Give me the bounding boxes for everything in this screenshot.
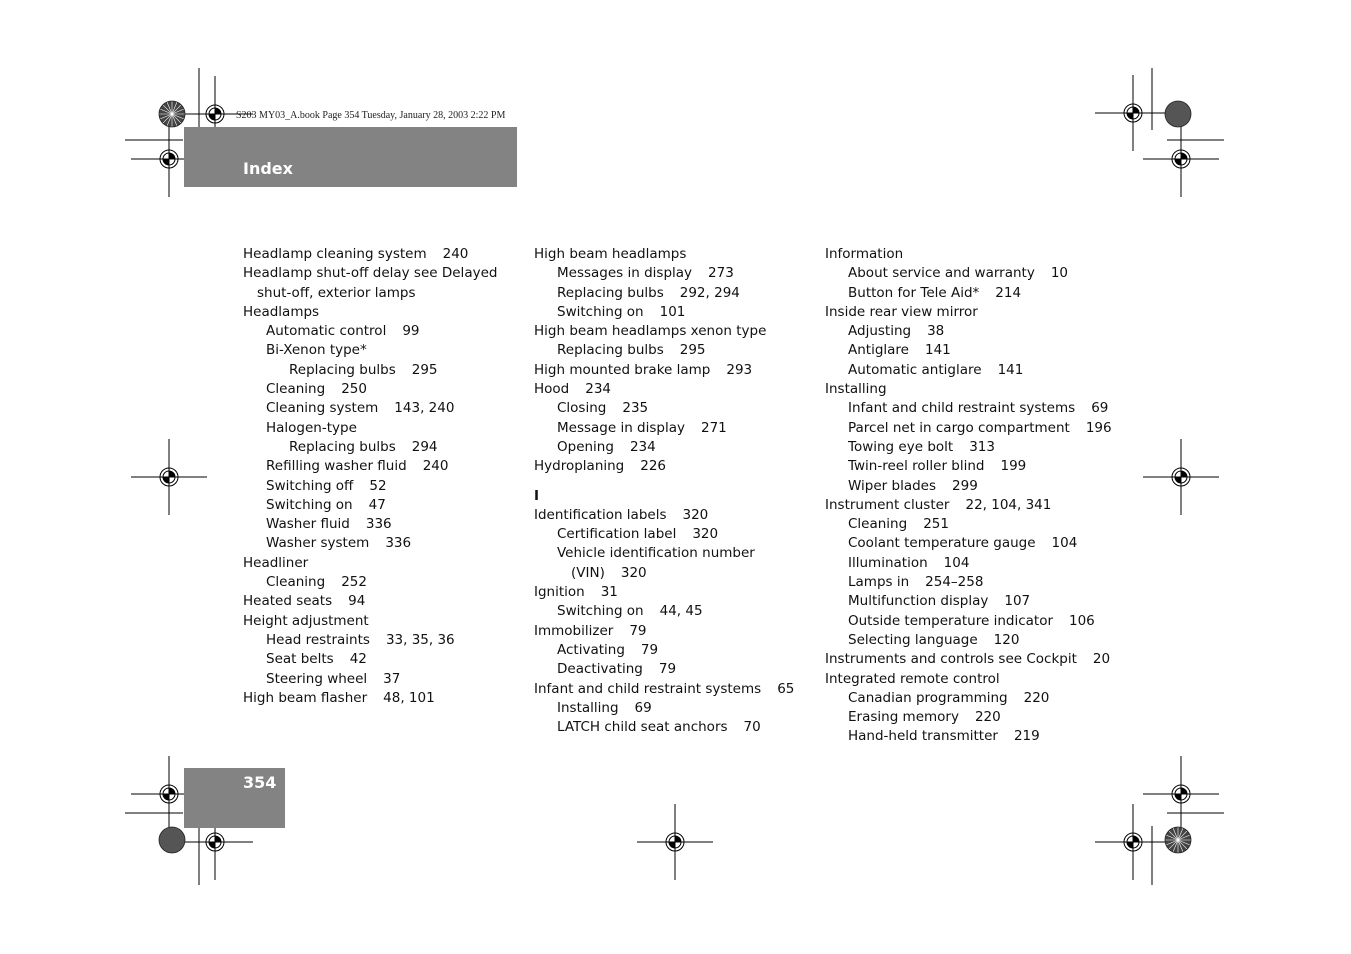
index-entry: [825, 245, 1110, 264]
index-entry: [534, 419, 819, 438]
index-entry: [534, 564, 819, 583]
index-term: Information: [825, 246, 904, 262]
index-entry: [534, 506, 819, 525]
index-term: Integrated remote control: [825, 670, 1000, 687]
index-page-ref: 120: [993, 631, 1020, 648]
index-entry: [243, 496, 528, 515]
index-page-ref: 250: [341, 381, 367, 398]
index-page-ref: 292, 294: [679, 284, 740, 301]
index-page-ref: 320: [620, 564, 647, 581]
index-term: Message in display: [557, 419, 685, 436]
index-entry: [534, 361, 819, 380]
index-term: Refilling washer fluid: [266, 458, 407, 475]
index-page-ref: 94: [348, 593, 366, 610]
index-entry: [534, 341, 819, 360]
index-term: Headliner: [243, 554, 309, 571]
index-entry: [243, 438, 528, 457]
index-entry: [825, 380, 1110, 399]
index-page-ref: 70: [743, 719, 761, 736]
index-entry: [825, 554, 1110, 573]
index-entry: [534, 399, 819, 418]
index-entry: [243, 322, 528, 341]
index-entry: [243, 612, 528, 631]
index-page-ref: 141: [925, 342, 951, 359]
index-entry: [243, 380, 528, 399]
index-page-ref: 143, 240: [394, 400, 455, 417]
index-term: Outside temperature indicator: [848, 612, 1053, 629]
index-entry: [534, 583, 819, 602]
index-term: shut-off, exterior lamps: [257, 284, 416, 301]
section-title: Index: [243, 159, 293, 178]
index-entry: [243, 361, 528, 380]
index-term: Immobilizer: [534, 622, 614, 639]
index-term: Closing: [557, 400, 607, 417]
index-term: High beam flasher: [243, 689, 368, 706]
index-term: Cleaning: [848, 516, 908, 533]
index-term: Instrument cluster: [825, 496, 950, 513]
index-term: Washer system: [266, 535, 370, 552]
index-page-ref: 273: [708, 265, 734, 282]
index-term: Illumination: [848, 554, 928, 571]
index-entry: [534, 380, 819, 399]
index-page-ref: 299: [952, 477, 978, 494]
index-page-ref: 320: [692, 526, 719, 543]
index-entry: [534, 622, 819, 641]
index-page-ref: 79: [640, 641, 659, 658]
index-page-ref: 65: [777, 680, 795, 697]
index-term: High beam headlamps: [534, 246, 687, 262]
index-page-ref: 235: [622, 400, 649, 417]
index-term: Wiper blades: [848, 477, 937, 494]
index-entry: [243, 341, 528, 360]
index-entry: [243, 689, 528, 708]
index-term: Identification labels: [534, 506, 667, 523]
index-entry: [243, 515, 528, 534]
index-term: Button for Tele Aid*: [848, 284, 980, 301]
index-page-ref: 104: [943, 554, 970, 571]
index-term: Heated seats: [243, 593, 333, 610]
index-page-ref: 336: [365, 516, 392, 533]
index-page-ref: 104: [1051, 535, 1078, 552]
index-entry: [243, 554, 528, 573]
index-term: Height adjustment: [243, 612, 369, 629]
index-term: Coolant temperature gauge: [848, 535, 1036, 552]
index-page-ref: 22, 104, 341: [965, 496, 1052, 513]
index-column-3: [825, 245, 1110, 747]
index-page-ref: 214: [995, 284, 1022, 301]
index-entry: [825, 727, 1110, 746]
index-entry: [243, 284, 528, 303]
index-entry: [534, 641, 819, 660]
index-entry: [243, 419, 528, 438]
index-entry: [825, 264, 1110, 283]
index-entry: [534, 660, 819, 679]
index-entry: [825, 515, 1110, 534]
index-entry: [825, 496, 1110, 515]
index-entry: [825, 361, 1110, 380]
index-page-ref: 295: [679, 342, 706, 359]
index-entry: [534, 525, 819, 544]
index-term: Adjusting: [848, 323, 912, 340]
index-page-ref: 271: [701, 419, 727, 436]
index-entry: [825, 341, 1110, 360]
index-term: Multifunction display: [848, 593, 989, 610]
index-page-ref: 320: [682, 506, 709, 523]
index-page-ref: 31: [600, 584, 618, 601]
index-entry: [825, 399, 1110, 418]
index-entry: [243, 670, 528, 689]
index-entry: [243, 534, 528, 553]
index-entry: [534, 322, 819, 341]
index-entry: [534, 284, 819, 303]
index-term: Replacing bulbs: [289, 361, 396, 378]
index-term: Certification label: [557, 526, 677, 543]
index-term: (VIN): [571, 564, 605, 581]
index-term: Selecting language: [848, 631, 978, 648]
index-entry: [825, 670, 1110, 689]
index-term: Twin-reel roller blind: [848, 458, 985, 475]
index-page-ref: 38: [927, 323, 945, 340]
index-term: Towing eye bolt: [848, 438, 954, 455]
index-page-ref: 219: [1013, 728, 1040, 745]
index-page-ref: 336: [385, 535, 412, 552]
index-term: Lamps in: [848, 574, 910, 591]
index-page-ref: 251: [923, 516, 949, 533]
index-page-ref: 47: [368, 496, 386, 513]
header-bar: [184, 127, 517, 187]
index-entry: [243, 264, 528, 283]
index-entry: [243, 631, 528, 650]
index-term: Activating: [557, 641, 625, 658]
index-term: Switching on: [266, 496, 353, 513]
index-term: High mounted brake lamp: [534, 361, 711, 378]
index-term: Vehicle identification number: [557, 545, 755, 562]
index-term: Switching on: [557, 603, 644, 620]
index-letter-heading: [534, 487, 819, 506]
index-entry: [534, 303, 819, 322]
index-page-ref: 254–258: [925, 574, 984, 591]
index-entry: [534, 602, 819, 621]
index-term: Bi-Xenon type*: [266, 342, 367, 359]
index-term: Inside rear view mirror: [825, 303, 978, 320]
index-page-ref: 20: [1092, 651, 1111, 668]
index-page-ref: 293: [726, 361, 753, 378]
index-page-ref: 220: [974, 709, 1001, 726]
index-term: Seat belts: [266, 651, 334, 668]
index-page-ref: 234: [585, 381, 612, 398]
index-term: Halogen-type: [266, 419, 357, 436]
index-term: Antiglare: [848, 342, 909, 359]
index-page-ref: 52: [369, 477, 387, 494]
index-entry: [825, 573, 1110, 592]
index-term: Installing: [825, 381, 887, 398]
page-number-bar: [184, 768, 285, 828]
index-entry: [534, 680, 819, 699]
index-page-ref: 107: [1004, 593, 1031, 610]
index-page-ref: 44, 45: [659, 603, 703, 620]
index-page-ref: 226: [640, 458, 667, 475]
index-entry: [825, 477, 1110, 496]
index-term: Replacing bulbs: [557, 342, 664, 359]
index-entry: [825, 592, 1110, 611]
index-page-ref: 196: [1085, 419, 1112, 436]
index-term: Switching off: [266, 477, 354, 494]
index-entry: [534, 457, 819, 476]
index-term: Cleaning system: [266, 400, 379, 417]
index-page-ref: 252: [341, 574, 367, 591]
index-page-ref: 42: [349, 651, 367, 668]
index-entry: [825, 284, 1110, 303]
index-page-ref: 234: [629, 438, 656, 455]
index-term: Ignition: [534, 584, 585, 601]
index-column-1: [243, 245, 528, 708]
index-term: Deactivating: [557, 661, 643, 678]
index-entry: [825, 419, 1110, 438]
index-entry: [243, 650, 528, 669]
index-entry: [825, 689, 1110, 708]
index-term: Switching on: [557, 303, 644, 320]
index-entry: [243, 457, 528, 476]
index-page-ref: 69: [1091, 400, 1109, 417]
index-page-ref: 48, 101: [383, 689, 435, 706]
index-page-ref: 141: [997, 361, 1024, 378]
index-term: Automatic antiglare: [848, 361, 982, 378]
index-term: Hood: [534, 381, 570, 398]
index-page-ref: 79: [629, 622, 647, 639]
index-entry: [825, 708, 1110, 727]
index-entry: [534, 264, 819, 283]
index-entry: [825, 457, 1110, 476]
index-entry: [825, 612, 1110, 631]
index-entry: [243, 303, 528, 322]
index-term: Washer fluid: [266, 516, 350, 533]
index-entry: [534, 245, 819, 264]
index-entry: [534, 718, 819, 737]
index-page-ref: 294: [411, 438, 438, 455]
index-entry: [243, 592, 528, 611]
index-term: Messages in display: [557, 265, 693, 282]
index-entry: [534, 699, 819, 718]
index-page-ref: 220: [1023, 689, 1050, 706]
index-page-ref: 37: [383, 670, 401, 687]
index-page-ref: 99: [402, 323, 420, 340]
index-term: Headlamps: [243, 303, 320, 320]
index-page-ref: 10: [1050, 265, 1069, 282]
index-term: Steering wheel: [266, 670, 368, 687]
index-term: Hydroplaning: [534, 458, 625, 475]
index-term: Infant and child restraint systems: [534, 680, 762, 697]
index-entry: [825, 322, 1110, 341]
index-term: Erasing memory: [848, 709, 959, 726]
index-entry: [534, 438, 819, 457]
index-entry: [825, 534, 1110, 553]
index-entry: [243, 245, 528, 264]
index-page-ref: 69: [634, 699, 652, 716]
index-term: Hand-held transmitter: [848, 728, 998, 745]
index-term: Cleaning: [266, 381, 326, 398]
index-page-ref: 106: [1069, 612, 1095, 629]
index-term: LATCH child seat anchors: [557, 719, 728, 736]
index-term: About service and warranty: [848, 265, 1035, 282]
index-entry: [243, 477, 528, 496]
page-number: 354: [243, 773, 277, 792]
index-entry: [825, 631, 1110, 650]
index-term: Canadian programming: [848, 689, 1008, 706]
index-entry: [825, 303, 1110, 322]
index-entry: [825, 650, 1110, 669]
index-term: I: [534, 487, 540, 504]
print-slug: S203 MY03_A.book Page 354 Tuesday, January 28, 2003 2:22 PM: [236, 110, 506, 121]
index-term: Headlamp cleaning system: [243, 246, 427, 262]
index-term: Installing: [557, 699, 619, 716]
index-entry: [534, 544, 819, 563]
index-page-ref: 33, 35, 36: [385, 631, 455, 648]
index-term: Parcel net in cargo compartment: [848, 419, 1070, 436]
index-term: Head restraints: [266, 631, 370, 648]
index-page-ref: 240: [422, 458, 449, 475]
index-term: Instruments and controls see Cockpit: [825, 651, 1077, 668]
index-page-ref: 199: [1000, 458, 1027, 475]
index-term: Infant and child restraint systems: [848, 400, 1076, 417]
index-page-ref: 79: [658, 661, 677, 678]
index-term: High beam headlamps xenon type: [534, 323, 767, 340]
index-term: Replacing bulbs: [289, 438, 396, 455]
index-column-2: [534, 245, 819, 737]
index-term: Opening: [557, 438, 614, 455]
index-entry: [243, 573, 528, 592]
index-term: Automatic control: [266, 323, 387, 340]
index-term: Headlamp shut-off delay see Delayed: [243, 265, 498, 282]
index-term: Cleaning: [266, 574, 326, 591]
index-entry: [825, 438, 1110, 457]
index-term: Replacing bulbs: [557, 284, 664, 301]
index-page-ref: 101: [659, 303, 686, 320]
index-page-ref: 313: [969, 438, 995, 455]
index-page-ref: 295: [411, 361, 438, 378]
index-entry: [243, 399, 528, 418]
index-page-ref: 240: [442, 246, 469, 262]
